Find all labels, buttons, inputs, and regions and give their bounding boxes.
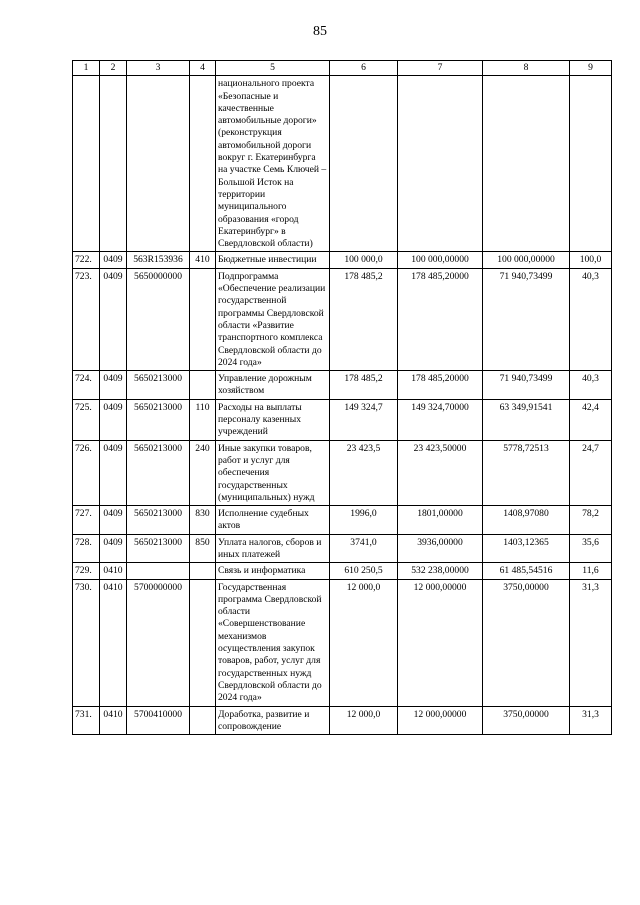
section-code-cell: 0409 xyxy=(100,252,127,268)
executed-amount-cell: 100 000,00000 xyxy=(483,252,570,268)
approved-amount-cell: 149 324,7 xyxy=(330,399,398,440)
percent-cell: 31,3 xyxy=(570,579,612,706)
planned-amount-cell: 3936,00000 xyxy=(398,534,483,563)
percent-cell: 11,6 xyxy=(570,563,612,579)
expense-type-cell xyxy=(190,76,216,252)
item-name-cell: Подпрограмма «Обеспечение реализации государственной программы Свердловской области «Развитие транспортного комплекса Свердловской области до 2024 года» xyxy=(216,268,330,370)
row-number-cell: 725. xyxy=(73,399,100,440)
row-number-cell xyxy=(73,76,100,252)
section-code-cell: 0410 xyxy=(100,579,127,706)
percent-cell: 40,3 xyxy=(570,371,612,400)
approved-amount-cell: 100 000,0 xyxy=(330,252,398,268)
table-row xyxy=(73,506,612,535)
target-code-cell: 563R153936 xyxy=(127,252,190,268)
table-row xyxy=(73,252,612,268)
table-row xyxy=(73,268,612,370)
approved-amount-cell: 12 000,0 xyxy=(330,579,398,706)
executed-amount-cell: 3750,00000 xyxy=(483,706,570,735)
target-code-cell: 5650213000 xyxy=(127,399,190,440)
section-code-cell: 0409 xyxy=(100,506,127,535)
column-header: 5 xyxy=(216,61,330,76)
table-row xyxy=(73,579,612,706)
item-name-cell: Уплата налогов, сборов и иных платежей xyxy=(216,534,330,563)
planned-amount-cell: 12 000,00000 xyxy=(398,579,483,706)
approved-amount-cell xyxy=(330,76,398,252)
row-number-cell: 722. xyxy=(73,252,100,268)
expense-type-cell xyxy=(190,563,216,579)
planned-amount-cell: 100 000,00000 xyxy=(398,252,483,268)
percent-cell: 40,3 xyxy=(570,268,612,370)
target-code-cell: 5700000000 xyxy=(127,579,190,706)
column-header: 8 xyxy=(483,61,570,76)
item-name-cell: Связь и информатика xyxy=(216,563,330,579)
expense-type-cell: 410 xyxy=(190,252,216,268)
approved-amount-cell: 178 485,2 xyxy=(330,371,398,400)
target-code-cell: 5700410000 xyxy=(127,706,190,735)
column-header: 1 xyxy=(73,61,100,76)
approved-amount-cell: 1996,0 xyxy=(330,506,398,535)
table-row xyxy=(73,563,612,579)
table-row xyxy=(73,440,612,505)
executed-amount-cell: 1403,12365 xyxy=(483,534,570,563)
section-code-cell: 0409 xyxy=(100,440,127,505)
executed-amount-cell: 5778,72513 xyxy=(483,440,570,505)
item-name-cell: Доработка, развитие и сопровождение xyxy=(216,706,330,735)
row-number-cell: 730. xyxy=(73,579,100,706)
percent-cell: 31,3 xyxy=(570,706,612,735)
planned-amount-cell: 178 485,20000 xyxy=(398,268,483,370)
target-code-cell: 5650213000 xyxy=(127,506,190,535)
expense-type-cell: 110 xyxy=(190,399,216,440)
approved-amount-cell: 12 000,0 xyxy=(330,706,398,735)
expense-type-cell: 830 xyxy=(190,506,216,535)
planned-amount-cell xyxy=(398,76,483,252)
section-code-cell: 0409 xyxy=(100,534,127,563)
planned-amount-cell: 1801,00000 xyxy=(398,506,483,535)
approved-amount-cell: 178 485,2 xyxy=(330,268,398,370)
planned-amount-cell: 149 324,70000 xyxy=(398,399,483,440)
approved-amount-cell: 610 250,5 xyxy=(330,563,398,579)
executed-amount-cell: 71 940,73499 xyxy=(483,268,570,370)
row-number-cell: 724. xyxy=(73,371,100,400)
percent-cell: 78,2 xyxy=(570,506,612,535)
item-name-cell: национального проекта «Безопасные и качественные автомобильные дороги» (реконструкция автомобильной дороги вокруг г. Екатеринбурга на участке Семь Ключей – Большой Исток на территории муниципального образования «город Екатеринбург» в Свердловской области) xyxy=(216,76,330,252)
row-number-cell: 731. xyxy=(73,706,100,735)
planned-amount-cell: 12 000,00000 xyxy=(398,706,483,735)
item-name-cell: Управление дорожным хозяйством xyxy=(216,371,330,400)
column-header: 3 xyxy=(127,61,190,76)
expense-type-cell: 240 xyxy=(190,440,216,505)
row-number-cell: 727. xyxy=(73,506,100,535)
row-number-cell: 729. xyxy=(73,563,100,579)
percent-cell: 35,6 xyxy=(570,534,612,563)
target-code-cell: 5650000000 xyxy=(127,268,190,370)
section-code-cell: 0409 xyxy=(100,399,127,440)
executed-amount-cell: 3750,00000 xyxy=(483,579,570,706)
row-number-cell: 728. xyxy=(73,534,100,563)
section-code-cell: 0410 xyxy=(100,563,127,579)
table-row xyxy=(73,706,612,735)
expense-type-cell xyxy=(190,371,216,400)
expense-type-cell xyxy=(190,268,216,370)
column-header: 7 xyxy=(398,61,483,76)
column-header: 2 xyxy=(100,61,127,76)
target-code-cell xyxy=(127,563,190,579)
table-row xyxy=(73,399,612,440)
item-name-cell: Исполнение судебных актов xyxy=(216,506,330,535)
header-row xyxy=(73,61,612,76)
section-code-cell: 0409 xyxy=(100,371,127,400)
target-code-cell: 5650213000 xyxy=(127,440,190,505)
table-row xyxy=(73,371,612,400)
executed-amount-cell: 71 940,73499 xyxy=(483,371,570,400)
executed-amount-cell: 61 485,54516 xyxy=(483,563,570,579)
item-name-cell: Государственная программа Свердловской области «Совершенствование механизмов осуществления закупок товаров, работ, услуг для государственных нужд Свердловской области до 2024 года» xyxy=(216,579,330,706)
executed-amount-cell xyxy=(483,76,570,252)
section-code-cell xyxy=(100,76,127,252)
table-row xyxy=(73,76,612,252)
row-number-cell: 723. xyxy=(73,268,100,370)
table-row xyxy=(73,534,612,563)
approved-amount-cell: 3741,0 xyxy=(330,534,398,563)
section-code-cell: 0409 xyxy=(100,268,127,370)
percent-cell: 42,4 xyxy=(570,399,612,440)
section-code-cell: 0410 xyxy=(100,706,127,735)
target-code-cell: 5650213000 xyxy=(127,534,190,563)
row-number-cell: 726. xyxy=(73,440,100,505)
expense-type-cell: 850 xyxy=(190,534,216,563)
item-name-cell: Бюджетные инвестиции xyxy=(216,252,330,268)
planned-amount-cell: 23 423,50000 xyxy=(398,440,483,505)
target-code-cell: 5650213000 xyxy=(127,371,190,400)
budget-table xyxy=(72,60,612,735)
executed-amount-cell: 63 349,91541 xyxy=(483,399,570,440)
column-header: 6 xyxy=(330,61,398,76)
planned-amount-cell: 178 485,20000 xyxy=(398,371,483,400)
planned-amount-cell: 532 238,00000 xyxy=(398,563,483,579)
expense-type-cell xyxy=(190,579,216,706)
page-number: 85 xyxy=(313,24,327,39)
percent-cell xyxy=(570,76,612,252)
column-header: 9 xyxy=(570,61,612,76)
executed-amount-cell: 1408,97080 xyxy=(483,506,570,535)
item-name-cell: Расходы на выплаты персоналу казенных учреждений xyxy=(216,399,330,440)
expense-type-cell xyxy=(190,706,216,735)
approved-amount-cell: 23 423,5 xyxy=(330,440,398,505)
column-header: 4 xyxy=(190,61,216,76)
target-code-cell xyxy=(127,76,190,252)
percent-cell: 24,7 xyxy=(570,440,612,505)
item-name-cell: Иные закупки товаров, работ и услуг для обеспечения государственных (муниципальных) нужд xyxy=(216,440,330,505)
percent-cell: 100,0 xyxy=(570,252,612,268)
